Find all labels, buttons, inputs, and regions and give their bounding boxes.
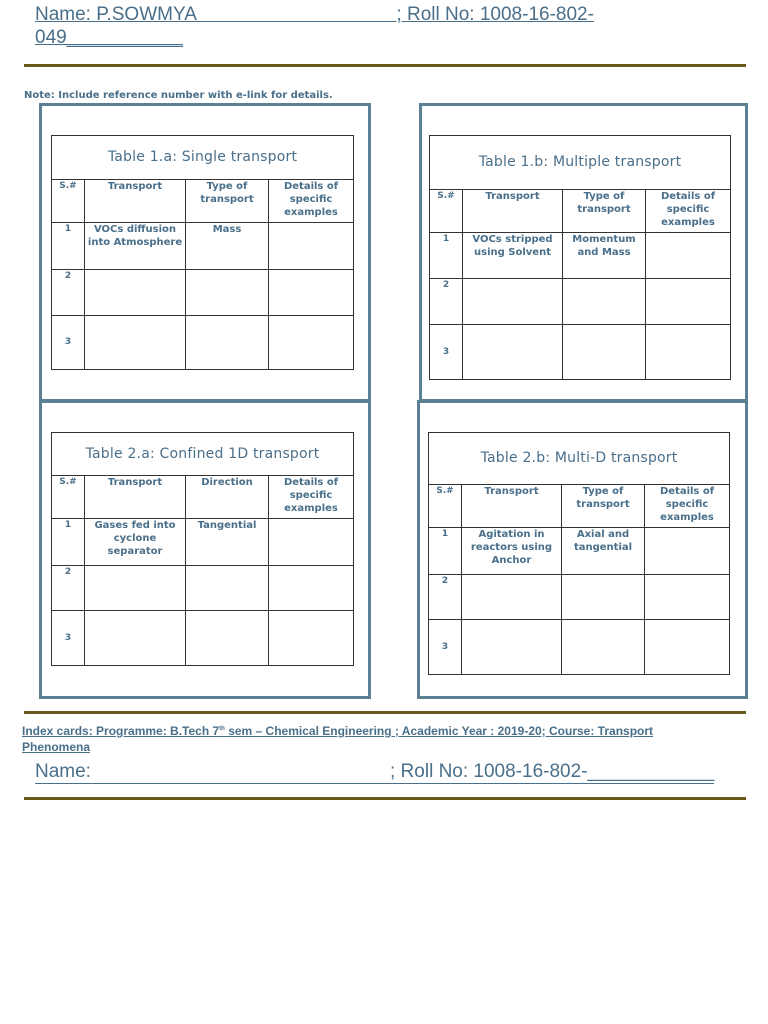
table-cell: Tangential xyxy=(186,519,269,566)
table-cell xyxy=(462,620,562,675)
table-cell xyxy=(269,519,354,566)
header-cell: Transport xyxy=(85,180,186,223)
row-number: 3 xyxy=(52,611,85,666)
table-cell: VOCs diffusion into Atmosphere xyxy=(85,223,186,270)
row-number: 3 xyxy=(52,316,85,370)
header-cell: Details of specific examples xyxy=(646,190,731,233)
table-cell xyxy=(463,325,563,380)
table-cell xyxy=(269,566,354,611)
table-1a xyxy=(51,135,354,370)
header-cell: S.# xyxy=(52,476,85,519)
table-cell xyxy=(463,279,563,325)
header-cell: Type of transport xyxy=(186,180,269,223)
row-number: 2 xyxy=(430,279,463,325)
table-title: Table 2.b: Multi-D transport xyxy=(429,433,730,485)
table-cell xyxy=(186,270,269,316)
table-cell: Mass xyxy=(186,223,269,270)
header-cell: Details of specific examples xyxy=(645,485,730,528)
table-cell xyxy=(269,270,354,316)
row-number: 1 xyxy=(52,519,85,566)
table-cell xyxy=(562,575,645,620)
header-cell: Transport xyxy=(463,190,563,233)
header-cell: Type of transport xyxy=(562,485,645,528)
note-text: Note: Include reference number with e-link for details. xyxy=(24,90,333,101)
table-cell: Momentum and Mass xyxy=(563,233,646,279)
table-cell xyxy=(85,611,186,666)
name-label: Name: xyxy=(35,761,390,784)
table-cell xyxy=(646,233,731,279)
header-cell: S.# xyxy=(429,485,462,528)
footer-divider-bottom xyxy=(24,797,746,800)
table-2a xyxy=(51,432,354,666)
table-cell xyxy=(562,620,645,675)
table-cell xyxy=(269,611,354,666)
row-number: 2 xyxy=(52,270,85,316)
row-number: 3 xyxy=(430,325,463,380)
table-cell xyxy=(186,316,269,370)
index-prefix: Index cards: Programme: B.Tech 7 xyxy=(22,724,220,738)
table-title: Table 1.a: Single transport xyxy=(52,136,354,180)
table-cell: Gases fed into cyclone separator xyxy=(85,519,186,566)
header-cell: Details of specific examples xyxy=(269,180,354,223)
table-cell xyxy=(186,611,269,666)
table-cell xyxy=(186,566,269,611)
row-number: 1 xyxy=(430,233,463,279)
table-cell xyxy=(645,528,730,575)
table-cell xyxy=(645,575,730,620)
header-cell: Transport xyxy=(462,485,562,528)
table-cell: Agitation in reactors using Anchor xyxy=(462,528,562,575)
table-cell xyxy=(646,325,731,380)
table-cell xyxy=(85,316,186,370)
header-cell: Transport xyxy=(85,476,186,519)
header-cell: S.# xyxy=(430,190,463,233)
header-divider xyxy=(24,64,746,67)
table-title: Table 1.b: Multiple transport xyxy=(430,136,731,190)
row-number: 2 xyxy=(429,575,462,620)
row-number: 2 xyxy=(52,566,85,611)
header-cell: S.# xyxy=(52,180,85,223)
index-suffix: sem – Chemical Engineering ; Academic Year : 2019-20; Course: Transport Phenomena xyxy=(22,724,654,754)
table-cell xyxy=(645,620,730,675)
roll-label: ; Roll No: 1008-16-802-____________ xyxy=(390,761,715,782)
name-roll-blank xyxy=(35,761,714,784)
header-cell: Direction xyxy=(186,476,269,519)
table-cell xyxy=(646,279,731,325)
footer-divider-top xyxy=(24,711,746,714)
table-cell: VOCs stripped using Solvent xyxy=(463,233,563,279)
index-superscript: th xyxy=(219,726,225,732)
table-cell xyxy=(462,575,562,620)
table-cell xyxy=(85,270,186,316)
table-cell xyxy=(563,279,646,325)
index-card-info xyxy=(22,721,712,755)
student-name-roll: Name: P.SOWMYA ; Roll No: 1008-16-802- xyxy=(35,4,594,25)
table-title: Table 2.a: Confined 1D transport xyxy=(52,433,354,476)
table-cell: Axial and tangential xyxy=(562,528,645,575)
table-1b xyxy=(429,135,731,380)
row-number: 1 xyxy=(52,223,85,270)
row-number: 3 xyxy=(429,620,462,675)
row-number: 1 xyxy=(429,528,462,575)
table-2b xyxy=(428,432,730,675)
table-cell xyxy=(269,223,354,270)
table-cell xyxy=(563,325,646,380)
table-cell xyxy=(85,566,186,611)
table-cell xyxy=(269,316,354,370)
header-cell: Details of specific examples xyxy=(269,476,354,519)
header-cell: Type of transport xyxy=(563,190,646,233)
roll-number-suffix: 049___________ xyxy=(35,27,183,48)
